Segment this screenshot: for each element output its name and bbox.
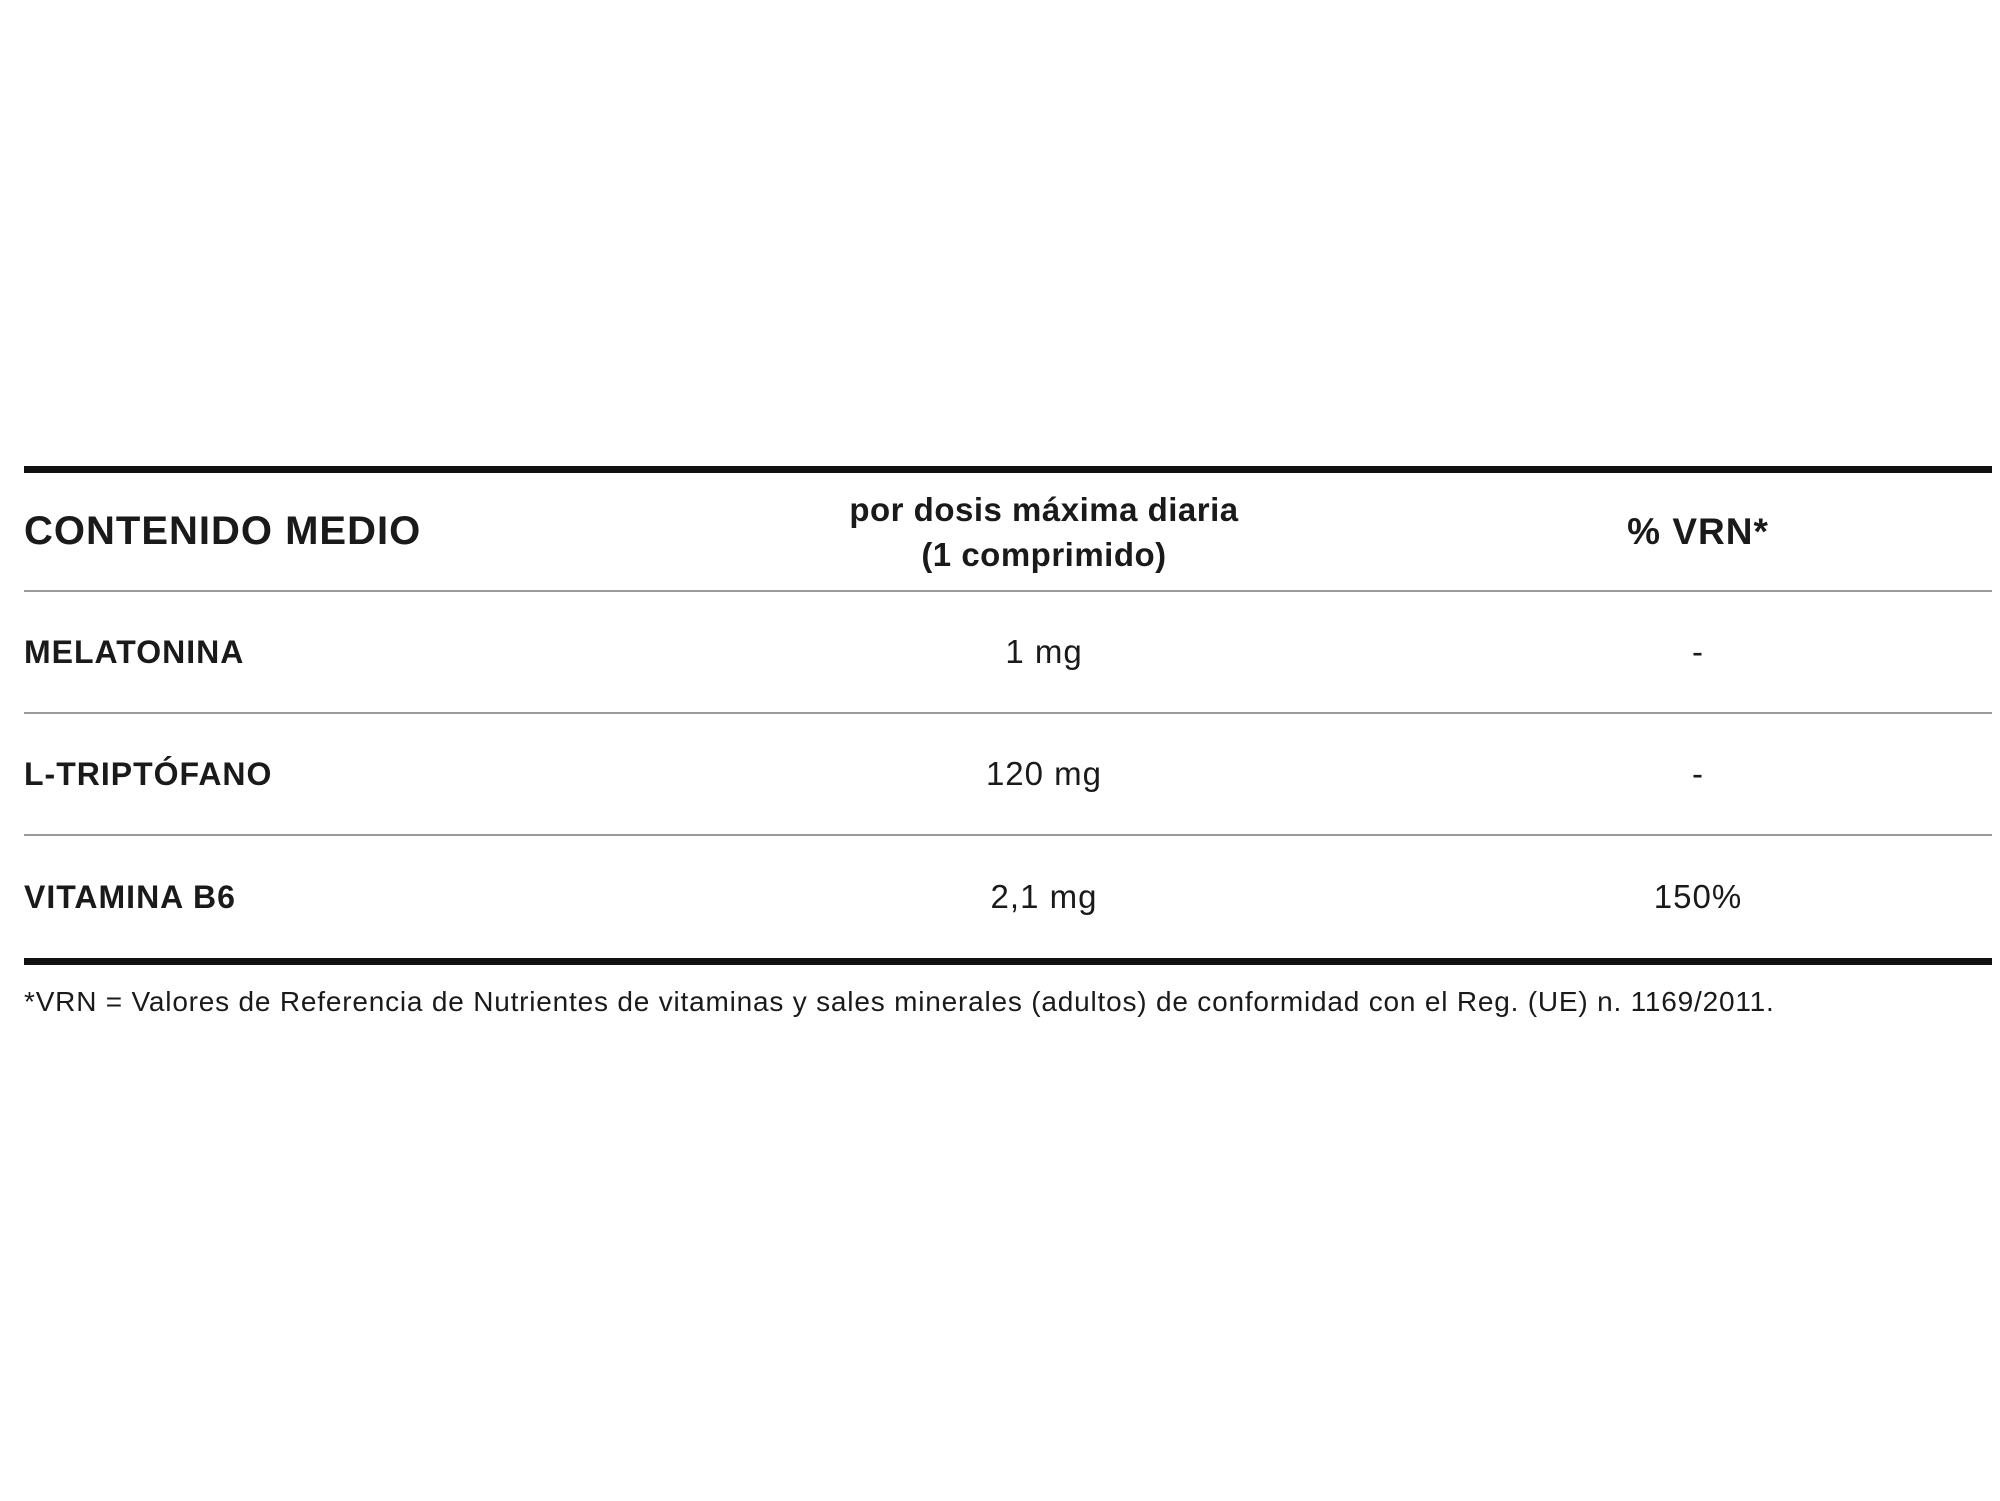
header-amount-line1: por dosis máxima diaria bbox=[849, 490, 1239, 528]
nutrient-name: L-TRIPTÓFANO bbox=[24, 755, 273, 792]
nutrient-vrn: - bbox=[1692, 633, 1704, 670]
nutrient-vrn: - bbox=[1692, 755, 1704, 792]
nutrient-amount: 2,1 mg bbox=[990, 878, 1098, 915]
table-row bbox=[24, 592, 1992, 714]
header-content-label: CONTENIDO MEDIO bbox=[24, 509, 422, 553]
table-row bbox=[24, 836, 1992, 958]
nutrient-name: VITAMINA B6 bbox=[24, 878, 236, 915]
nutrient-amount: 120 mg bbox=[985, 755, 1103, 792]
nutrient-amount: 1 mg bbox=[1005, 633, 1083, 670]
header-amount-line2: (1 comprimido) bbox=[921, 535, 1167, 573]
nutrient-vrn: 150% bbox=[1653, 878, 1743, 915]
header-vrn-label: % VRN* bbox=[1627, 510, 1769, 552]
vrn-footnote: *VRN = Valores de Referencia de Nutrientes de vitaminas y sales minerales (adultos) de conformidad con el Reg. (UE) n. 1169/2011. bbox=[24, 986, 1775, 1017]
table-header-row bbox=[24, 473, 1992, 592]
header-amount-label bbox=[684, 487, 1404, 577]
table-row bbox=[24, 714, 1992, 836]
nutrient-name: MELATONINA bbox=[24, 633, 245, 670]
nutrition-table bbox=[24, 466, 1992, 965]
